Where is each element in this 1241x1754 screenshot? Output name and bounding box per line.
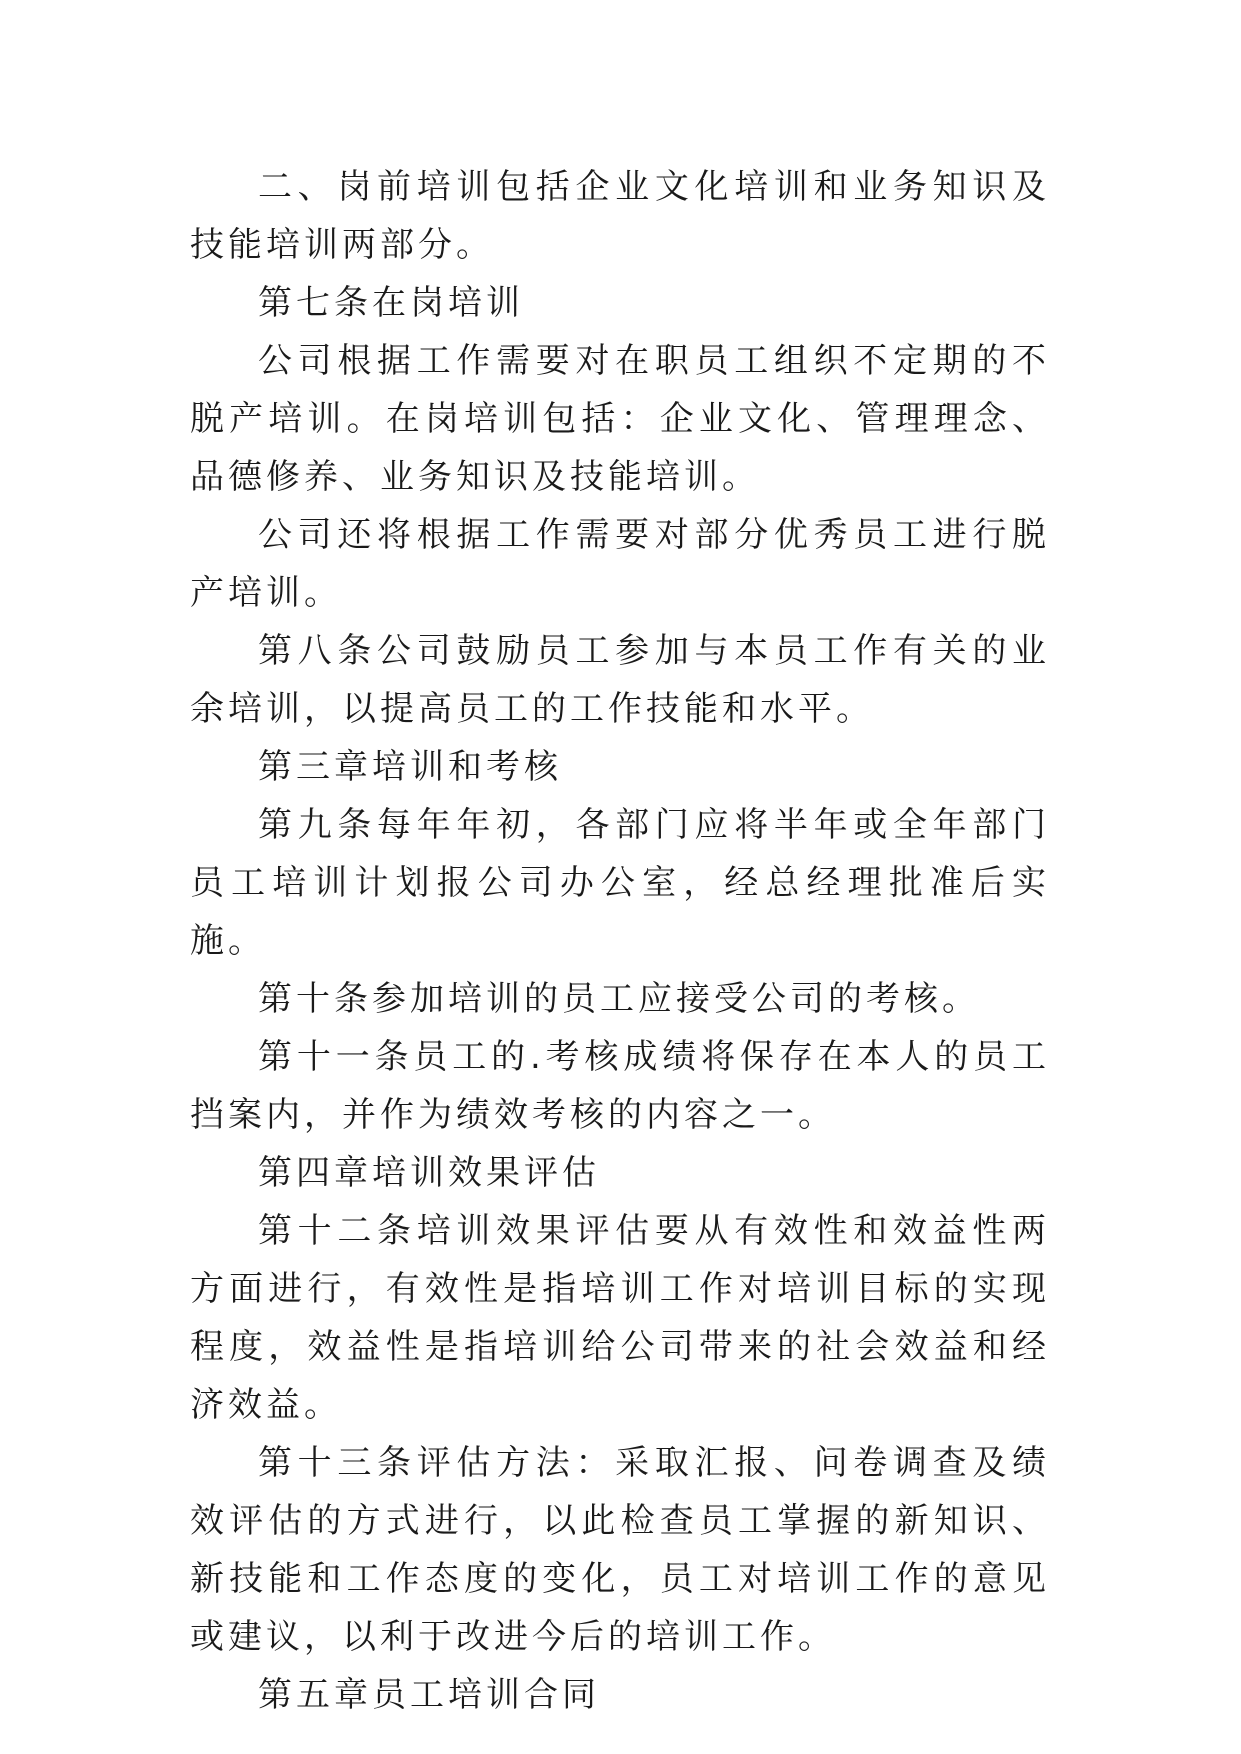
paragraph-on-job-training: 公司根据工作需要对在职员工组织不定期的不脱产培训。在岗培训包括：企业文化、管理理念、品德修养、业务知识及技能培训。 <box>190 341 1050 497</box>
heading-article-7: 第七条在岗培训 <box>258 283 524 323</box>
heading-chapter-4: 第四章培训效果评估 <box>258 1153 600 1193</box>
paragraph-article-8: 第八条公司鼓励员工参加与本员工作有关的业余培训，以提高员工的工作技能和水平。 <box>190 631 1050 729</box>
paragraph-article-9: 第九条每年年初，各部门应将半年或全年部门员工培训计划报公司办公室，经总经理批准后实施。 <box>190 805 1050 961</box>
document-body <box>190 158 1050 1724</box>
paragraph-article-10: 第十条参加培训的员工应接受公司的考核。 <box>258 979 980 1019</box>
paragraph-off-job-training: 公司还将根据工作需要对部分优秀员工进行脱产培训。 <box>190 515 1050 613</box>
paragraph-article-11: 第十一条员工的.考核成绩将保存在本人的员工挡案内，并作为绩效考核的内容之一。 <box>190 1037 1050 1135</box>
heading-chapter-5: 第五章员工培训合同 <box>258 1675 600 1715</box>
heading-chapter-3: 第三章培训和考核 <box>258 747 562 787</box>
paragraph-article-12: 第十二条培训效果评估要从有效性和效益性两方面进行，有效性是指培训工作对培训目标的实现程度，效益性是指培训给公司带来的社会效益和经济效益。 <box>190 1211 1050 1425</box>
paragraph-article-13: 第十三条评估方法：采取汇报、问卷调查及绩效评估的方式进行，以此检查员工掌握的新知识、新技能和工作态度的变化，员工对培训工作的意见或建议，以利于改进今后的培训工作。 <box>190 1443 1050 1657</box>
paragraph-pre-job-training: 二、岗前培训包括企业文化培训和业务知识及技能培训两部分。 <box>190 167 1050 265</box>
